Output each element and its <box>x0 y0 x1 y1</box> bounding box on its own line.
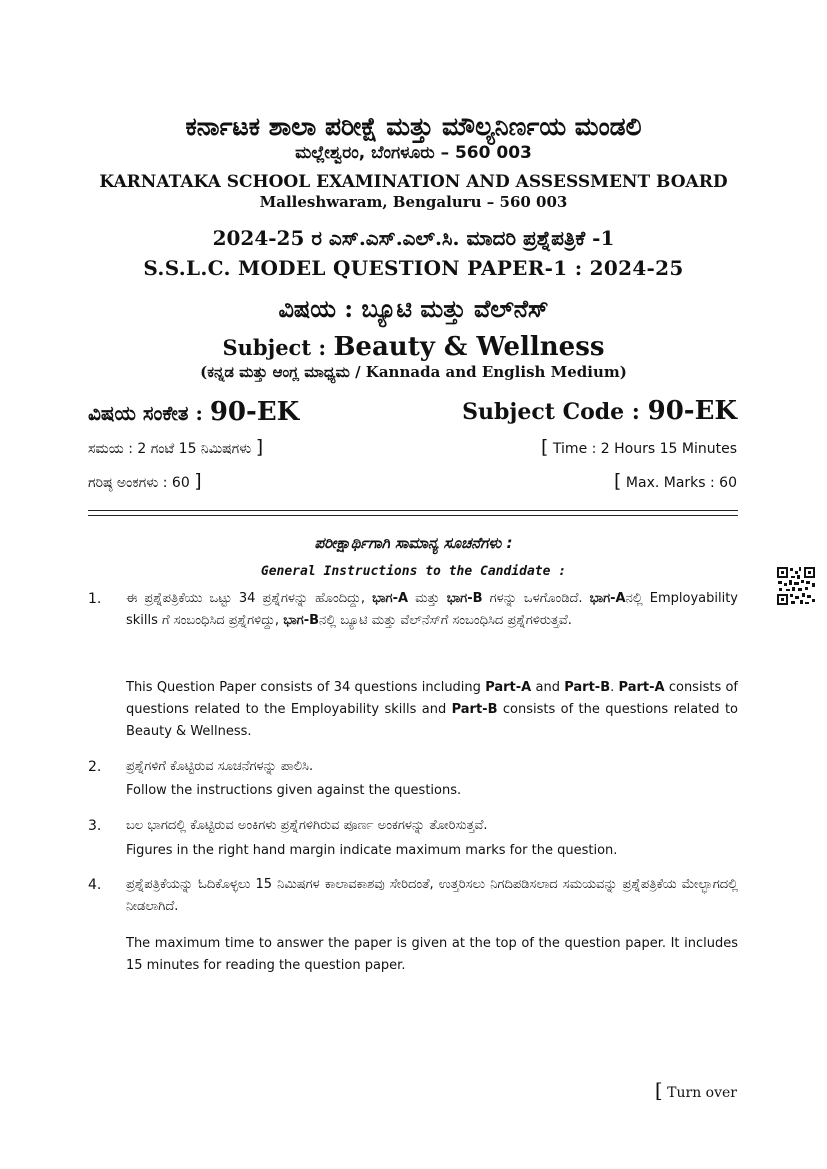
instruction-2-kannada: ಪ್ರಶ್ನೆಗಳಿಗೆ ಕೊಟ್ಟಿರುವ ಸೂಚನೆಗಳನ್ನು ಪಾಲಿಸಿ. <box>126 759 314 774</box>
board-title-english: KARNATAKA SCHOOL EXAMINATION AND ASSESSMENT BOARD <box>99 172 728 192</box>
part-a-label: Part-A <box>485 680 532 695</box>
part-b-label: Part-B <box>451 702 498 717</box>
part-b-label: Part-B <box>564 680 611 695</box>
time-english-text: Time : 2 Hours 15 Minutes <box>552 441 737 457</box>
time-english <box>541 436 737 458</box>
turn-over-text: Turn over <box>667 1085 737 1101</box>
part-b-label: ಭಾಗ-B <box>283 613 320 628</box>
instruction-1-number: 1. <box>88 591 102 607</box>
marks-english-bracket: [ <box>614 470 622 492</box>
text-segment: ನಲ್ಲಿ Employability skills ಗೆ ಸಂಬಂಧಿಸಿದ ಪ್ರಶ್ನೆಗಳಿದ್ದು, <box>126 591 738 628</box>
instructions-heading-english: General Instructions to the Candidate : <box>260 564 567 579</box>
subject-kannada-value: ಬ್ಯೂಟಿ ಮತ್ತು ವೆಲ್‌ನೆಸ್ <box>361 294 549 323</box>
instruction-4-number: 4. <box>88 877 102 893</box>
instruction-3-english: Figures in the right hand margin indicate maximum marks for the question. <box>126 843 618 858</box>
marks-kannada-text: ಗರಿಷ್ಠ ಅಂಕಗಳು : 60 <box>88 475 190 491</box>
subject-kannada-label: ವಿಷಯ : <box>278 294 354 323</box>
text-segment: This Question Paper consists of 34 questions including <box>126 680 481 695</box>
text-segment: ನಲ್ಲಿ ಬ್ಯೂಟಿ ಮತ್ತು ವೆಲ್‌ನೆಸ್‌ಗೆ ಸಂಬಂಧಿಸಿದ ಪ್ರಶ್ನೆಗಳಿರುತ್ತವೆ. <box>319 613 572 628</box>
text-segment: and <box>535 680 560 695</box>
divider-top <box>88 510 738 511</box>
subject-kannada <box>0 294 827 323</box>
instruction-3-number: 3. <box>88 818 102 834</box>
subject-english-label: Subject : <box>222 335 327 360</box>
board-title-kannada: ಕರ್ನಾಟಕ ಶಾಲಾ ಪರೀಕ್ಷೆ ಮತ್ತು ಮೌಲ್ಯನಿರ್ಣಯ ಮಂಡಲಿ <box>185 112 642 141</box>
instruction-2-english: Follow the instructions given against the questions. <box>126 783 462 798</box>
subject-english <box>0 332 827 362</box>
time-kannada-bracket: ] <box>255 436 264 458</box>
divider-bottom <box>88 515 738 516</box>
marks-english <box>614 470 737 492</box>
instruction-2-number: 2. <box>88 759 102 775</box>
marks-english-text: Max. Marks : 60 <box>625 475 737 491</box>
instruction-1-english <box>126 677 738 743</box>
board-address-kannada: ಮಲ್ಲೇಶ್ವರಂ, ಬೆಂಗಳೂರು – 560 003 <box>295 143 532 163</box>
turn-over-bracket: [ <box>654 1078 663 1102</box>
part-a-label: ಭಾಗ-A <box>372 591 409 606</box>
instructions-heading-kannada: ಪರೀಕ್ಷಾರ್ಥಿಗಾಗಿ ಸಾಮಾನ್ಯ ಸೂಚನೆಗಳು : <box>314 534 513 552</box>
qr-code-icon <box>776 566 816 606</box>
subject-code-english <box>462 396 737 426</box>
text-segment: consists of questions related to the Employability skills and <box>126 680 738 717</box>
subject-english-value: Beauty & Wellness <box>333 332 605 362</box>
paper-title-english: S.S.L.C. MODEL QUESTION PAPER-1 : 2024-25 <box>143 256 684 280</box>
subject-code-english-label: Subject Code : <box>462 399 640 425</box>
text-segment: ಮತ್ತು <box>415 591 440 606</box>
text-segment: ಗಳನ್ನು ಒಳಗೊಂಡಿದೆ. <box>489 591 583 606</box>
part-a-label: Part-A <box>618 680 665 695</box>
instruction-4-kannada: ಪ್ರಶ್ನೆಪತ್ರಿಕೆಯನ್ನು ಓದಿಕೊಳ್ಳಲು 15 ನಿಮಿಷಗಳ ಕಾಲಾವಕಾಶವು ಸೇರಿದಂತೆ, ಉತ್ತರಿಸಲು ನಿಗದಿಪಡಿಸಲಾದ ಸಮಯವನ್ನು ಪ್ರಶ್ನೆಪತ್ರಿಕೆಯ ಮೇಲ್ಭಾಗದಲ್ಲಿ ನೀಡಲಾಗಿದೆ. <box>126 877 738 914</box>
text-segment: ಈ ಪ್ರಶ್ನೆಪತ್ರಿಕೆಯು ಒಟ್ಟು 34 ಪ್ರಶ್ನೆಗಳನ್ನು ಹೊಂದಿದ್ದು, <box>126 591 365 606</box>
time-english-bracket: [ <box>541 436 549 458</box>
subject-code-kannada-label: ವಿಷಯ ಸಂಕೇತ : <box>88 401 203 425</box>
text-segment: . <box>610 680 615 695</box>
subject-code-english-value: 90-EK <box>647 396 737 426</box>
medium-line: (ಕನ್ನಡ ಮತ್ತು ಆಂಗ್ಲ ಮಾಧ್ಯಮ / Kannada and English Medium) <box>200 363 627 381</box>
marks-kannada <box>88 470 202 492</box>
instruction-4-english: The maximum time to answer the paper is given at the top of the question paper. It includes 15 minutes for reading the question paper. <box>126 936 738 973</box>
subject-code-kannada <box>88 397 299 427</box>
subject-code-kannada-value: 90-EK <box>209 397 300 427</box>
time-kannada-text: ಸಮಯ : 2 ಗಂಟೆ 15 ನಿಮಿಷಗಳು <box>88 441 252 457</box>
instruction-3-kannada: ಬಲ ಭಾಗದಲ್ಲಿ ಕೊಟ್ಟಿರುವ ಅಂಕಿಗಳು ಪ್ರಶ್ನೆಗಳಿಗಿರುವ ಪೂರ್ಣ ಅಂಕಗಳನ್ನು ತೋರಿಸುತ್ತವೆ. <box>126 818 488 833</box>
marks-kannada-bracket: ] <box>194 470 202 492</box>
board-address-english: Malleshwaram, Bengaluru – 560 003 <box>259 193 568 211</box>
part-b-label: ಭಾಗ-B <box>446 591 483 606</box>
instruction-1-kannada <box>126 588 738 632</box>
turn-over <box>655 1078 737 1102</box>
time-kannada <box>88 436 263 458</box>
text-segment: consists of the questions related to Beauty & Wellness. <box>126 702 738 739</box>
part-a-label: ಭಾಗ-A <box>589 591 626 606</box>
paper-title-kannada: 2024-25 ರ ಎಸ್.ಎಸ್.ಎಲ್.ಸಿ. ಮಾದರಿ ಪ್ರಶ್ನೆಪತ್ರಿಕೆ -1 <box>212 226 615 250</box>
